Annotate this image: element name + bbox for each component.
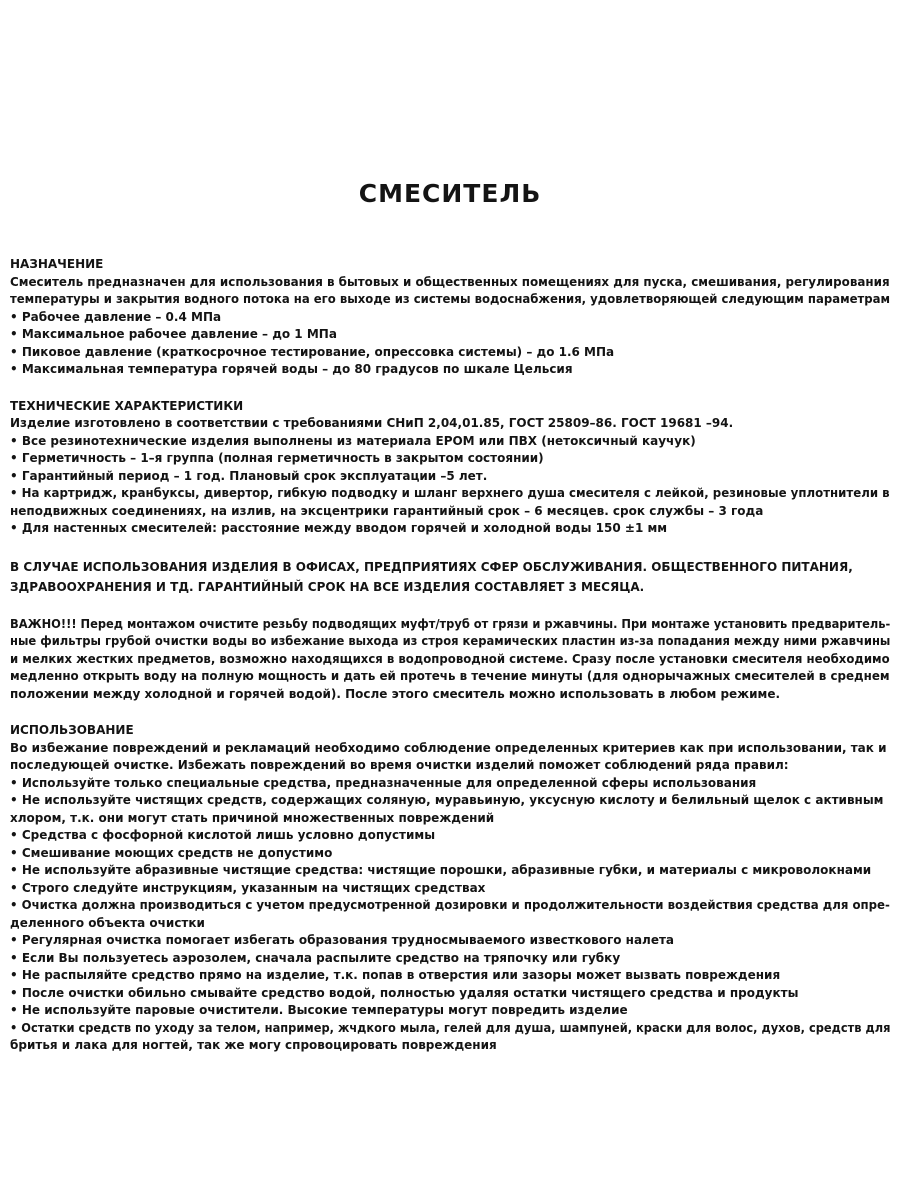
text-line: ВАЖНО!!! Перед монтажом очистите резьбу подводящих муфт/труб от грязи и ржавчины. При монтаже установить предваритель- (10, 616, 891, 631)
list-item: • Пиковое давление (краткосрочное тестирование, опрессовка системы) – до 1.6 МПа (10, 344, 615, 359)
list-item: неподвижных соединениях, на излив, на эксцентрики гарантийный срок – 6 месяцев. срок службы – 3 года (10, 503, 764, 518)
list-item: • Герметичность – 1–я группа (полная герметичность в закрытом состоянии) (10, 451, 544, 465)
list-item: • Гарантийный период – 1 год. Плановый срок эксплуатации –5 лет. (10, 468, 488, 483)
section-warranty-notice (10, 557, 890, 597)
text-line: Смеситель предназначен для использования в бытовых и общественных помещениях для пуска, смешивания, регулирования (10, 274, 890, 289)
list-item: • На картридж, кранбуксы, дивертор, гибкую подводку и шланг верхнего душа смесителя с лейкой, резиновые уплотнители в (10, 486, 890, 500)
list-item: • Если Вы пользуетесь аэрозолем, сначала распылите средство на тряпочку или губку (10, 950, 621, 965)
list-item: • Не используйте чистящих средств, содержащих соляную, муравьиную, уксусную кислоту и белильный щелок с активным (10, 793, 884, 807)
text-line: Во избежание повреждений и рекламаций необходимо соблюдение определенных критериев как при использовании, так и (10, 740, 887, 755)
text-line: медленно открыть воду на полную мощность и дать ей протечь в течение минуты (для однорычажных смесителей в среднем (10, 669, 890, 683)
section-specifications (10, 398, 890, 538)
section-heading: ТЕХНИЧЕСКИЕ ХАРАКТЕРИСТИКИ (10, 398, 244, 413)
document-page (10, 176, 890, 1074)
document-title: СМЕСИТЕЛЬ (358, 179, 542, 208)
list-item: • Не распыляйте средство прямо на изделие, т.к. попав в отверстия или зазоры может вызвать повреждения (10, 968, 781, 982)
list-item: • Максимальное рабочее давление – до 1 МПа (10, 327, 337, 341)
list-item: • Не используйте паровые очистители. Высокие температуры могут повредить изделие (10, 1003, 628, 1017)
list-item: • Не используйте абразивные чистящие средства: чистящие порошки, абразивные губки, и материалы с микроволокнами (10, 863, 872, 877)
section-usage (10, 722, 890, 1055)
text-line: положении между холодной и горячей водой). После этого смеситель можно использовать в любом режиме. (10, 686, 781, 701)
list-item: • После очистки обильно смывайте средство водой, полностью удаляя остатки чистящего средства и продукты (10, 985, 799, 1000)
list-item: деленного объекта очистки (10, 915, 205, 930)
list-item: • Смешивание моющих средств не допустимо (10, 845, 333, 860)
list-item: • Очистка должна производиться с учетом предусмотренной дозировки и продолжительности воздействия средства для опре- (10, 898, 890, 912)
text-line: и мелких жестких предметов, возможно находящихся в водопроводной системе. Сразу после установки смесителя необходимо (10, 651, 890, 666)
list-item: • Все резинотехнические изделия выполнены из материала EPOM или ПВХ (нетоксичный каучук) (10, 433, 696, 448)
section-important (10, 616, 890, 704)
text-line: последующей очистке. Избежать повреждений во время очистки изделий поможет соблюдений ряда правил: (10, 758, 789, 772)
text-line: температуры и закрытия водного потока на его выходе из системы водоснабжения, удовлетворяющей следующим параметрам (10, 292, 891, 306)
list-item: бритья и лака для ногтей, так же могу спровоцировать повреждения (10, 1038, 497, 1052)
list-item: • Остатки средств по уходу за телом, например, жчдкого мыла, гелей для душа, шампуней, краски для волос, духов, средств для (10, 1020, 891, 1035)
list-item: • Максимальная температура горячей воды – до 80 градусов по шкале Цельсия (10, 362, 573, 376)
section-heading: ИСПОЛЬЗОВАНИЕ (10, 723, 134, 737)
list-item: • Рабочее давление – 0.4 МПа (10, 309, 222, 324)
text-line: Изделие изготовлено в соответствии с требованиями СНиП 2,04,01.85, ГОСТ 25809–86. ГОСТ 19681 –94. (10, 416, 734, 430)
list-item: • Для настенных смесителей: расстояние между вводом горячей и холодной воды 150 ±1 мм (10, 521, 668, 535)
notice-line: В СЛУЧАЕ ИСПОЛЬЗОВАНИЯ ИЗДЕЛИЯ В ОФИСАХ, ПРЕДПРИЯТИЯХ СФЕР ОБСЛУЖИВАНИЯ. ОБЩЕСТВЕННОГО ПИТАНИЯ, (10, 559, 853, 574)
text-line: ные фильтры грубой очистки воды во избежание выхода из строя керамических пластин из-за попадания между ними ржавчины (10, 634, 891, 648)
list-item: хлором, т.к. они могут стать причиной множественных повреждений (10, 810, 495, 825)
list-item: • Средства с фосфорной кислотой лишь условно допустимы (10, 828, 436, 842)
section-purpose (10, 256, 890, 379)
list-item: • Регулярная очистка помогает избегать образования трудносмываемого известкового налета (10, 933, 675, 947)
list-item: • Используйте только специальные средства, предназначенные для определенной сферы использования (10, 775, 757, 790)
section-heading: НАЗНАЧЕНИЕ (10, 257, 104, 271)
list-item: • Строго следуйте инструкциям, указанным на чистящих средствах (10, 880, 486, 895)
notice-line: ЗДРАВООХРАНЕНИЯ И ТД. ГАРАНТИЙНЫЙ СРОК НА ВСЕ ИЗДЕЛИЯ СОСТАВЛЯЕТ 3 МЕСЯЦА. (10, 579, 645, 594)
